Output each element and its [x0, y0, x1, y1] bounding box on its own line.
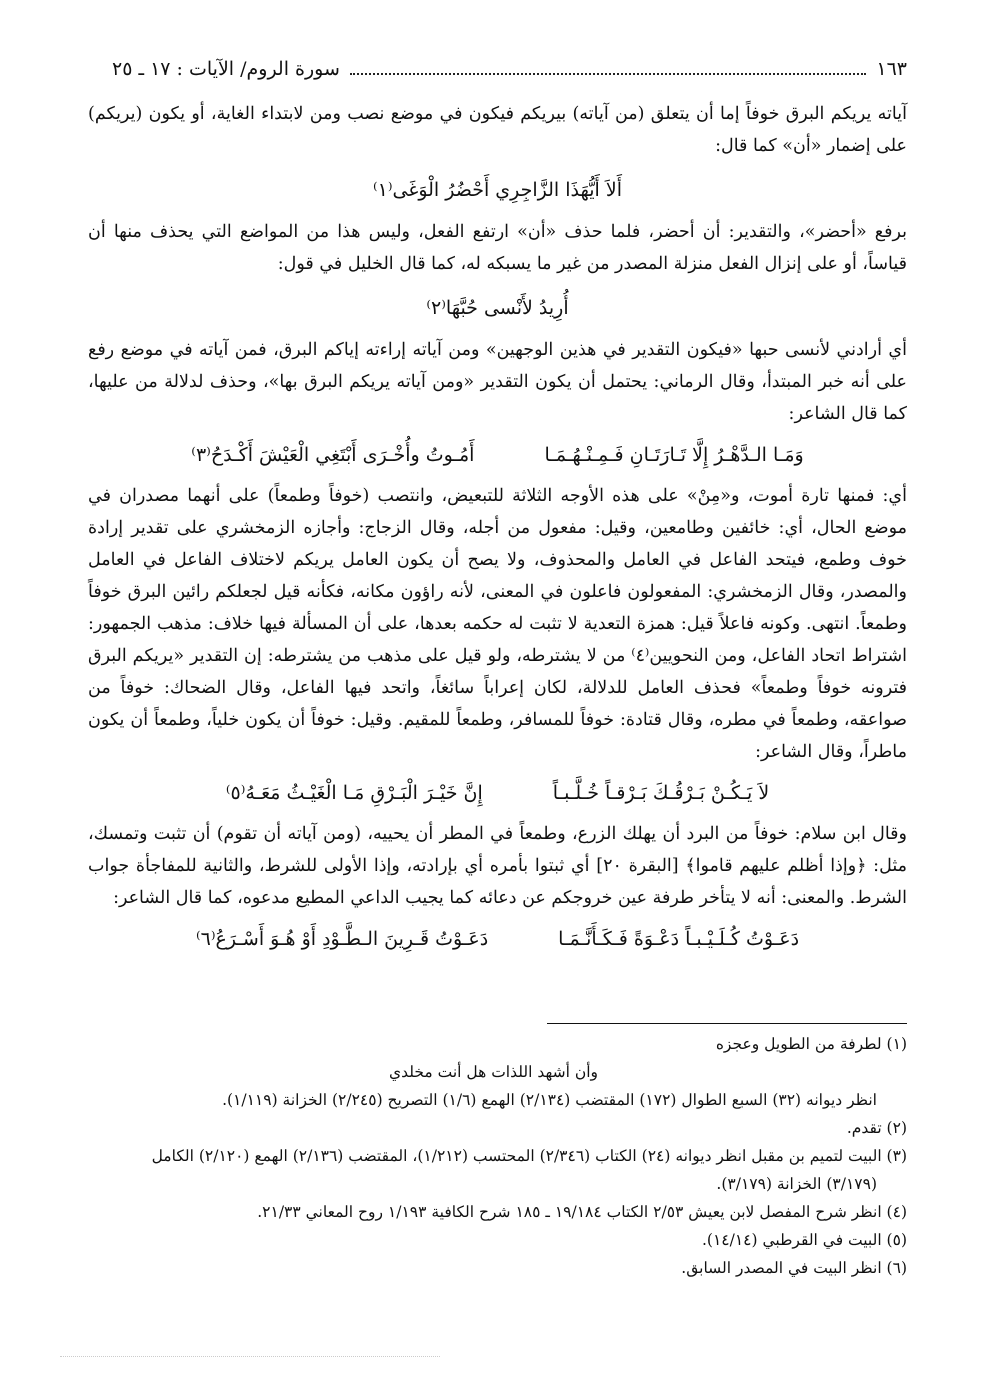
- surah-title: سورة الروم/ الآيات : ١٧ ـ ٢٥: [112, 58, 340, 80]
- verse-4: [88, 774, 907, 812]
- footnote-1-references: انظر ديوانه (٣٢) السبع الطوال (١٧٢) المقتضب (٢/١٣٤) الهمع (١/٦) التصريح (٢/٢٤٥) الخزانة (١/١١٩).: [222, 1091, 877, 1109]
- footnote-separator: [547, 1023, 907, 1024]
- verse-4-second-hemistich: إِنَّ خَيْـرَ الْبَـرْقِ مَـا الْغَيْـثُ مَعَـهُ⁽٥⁾: [225, 782, 483, 804]
- verse-5-second-hemistich: دَعَـوْتُ قَـرِينَ الـطَّـوْدِ أَوْ هُـوَ أَسْـرَعُ⁽٦⁾: [195, 928, 489, 950]
- page-number: ١٦٣: [876, 58, 907, 80]
- verse-3: [88, 436, 907, 474]
- verse-3-second-hemistich: أَمُـوتُ وأُخْـرَى أَبْتَغِي الْعَيْشَ أَكْـدَحُ⁽٣⁾: [191, 444, 475, 466]
- verse-3-first-hemistich: وَمَـا الـدَّهْـرُ إِلَّا تَـارَتَـانِ فَـمِـنْـهُـمَـا: [544, 444, 804, 466]
- paragraph-5: وقال ابن سلام: خوفاً من البرد أن يهلك الزرع، وطمعاً في المطر أن يحييه، (ومن آياته أن تقوم) أن تثبت وتمسك، مثل: ﴿وإذا أظلم عليهم قاموا﴾ [البقرة ٢٠] أي ثبتوا بأمره أي بإرادته، وإذا الأولى للشرط، والثانية للمفاجأة جواب الشرط. والمعنى: أنه لا يتأخر طرفة عين خروجكم عن دعائه كما يجيب الداعي المطيع مدعوه، كما قال الشاعر:: [88, 824, 907, 908]
- paragraph-3: أي أرادني لأنسى حبها «فيكون التقدير في هذين الوجهين» ومن آياته إراءته إياكم البرق، فمن آياته في موضع رفع على أنه خبر المبتدأ، وقال الرماني: يحتمل أن يكون التقدير «ومن آياته يريكم البرق بها»، وحذف لدلالة من عليها، كما قال الشاعر:: [88, 340, 907, 424]
- footnote-4: (٤) انظر شرح المفصل لابن يعيش ٢/٥٣ الكتاب ١٩/١٨٤ ـ ١٨٥ شرح الكافية ١/١٩٣ روح المعاني ٢١/٣٣.: [257, 1203, 907, 1221]
- scan-artifact: [60, 1336, 440, 1357]
- footnote-2: (٢) تقدم.: [846, 1119, 907, 1137]
- paragraph-1: آياته يريكم البرق خوفاً إما أن يتعلق (من آياته) بيريكم فيكون في موضع نصب ومن لابتداء الغاية، أو يكون (يريكم) على إضمار «أن» كما قال:: [88, 104, 907, 156]
- verse-5: [88, 920, 907, 958]
- footnote-6: (٦) انظر البيت في المصدر السابق.: [681, 1259, 907, 1277]
- footnote-5: (٥) البيت في القرطبي (١٤/١٤).: [702, 1231, 907, 1249]
- header-dotted-leader: [350, 73, 866, 75]
- paragraph-2: برفع «أحضر»، والتقدير: أن أحضر، فلما حذف «أن» ارتفع الفعل، وليس هذا من المواضع التي يحذف منها أن قياساً، أو على إنزال الفعل منزلة المصدر من غير ما يسبكه له، كما قال الخليل في قول:: [88, 222, 907, 274]
- footnote-1-verse: وأن أشهد اللذات هل أنت مخلدي: [388, 1063, 599, 1081]
- footnotes: [80, 1030, 907, 1282]
- verse-2: أُرِيدُ لأَنْسى حُبَّهَا⁽٢⁾: [426, 297, 569, 319]
- paragraph-4: أي: فمنها تارة أموت، و«مِنْ» على هذه الأوجه الثلاثة للتبعيض، وانتصب (خوفاً وطمعاً) على أنهما مصدران في موضع الحال، أي: خائفين وطامعين، وقيل: مفعول من أجله، وقال الزجاج: وأجازه الزمخشري على تقدير إرادة خوف وطمع، فيتحد الفاعل في العامل والمحذوف، ولا يصح أن يكون العامل يريكم لاختلاف الفاعل في العامل والمصدر، وقال الزمخشري: المفعولون فاعلون في المعنى، لأنه راؤون مكانه، فكأنه قيل لجعلكم رائين البرق خوفاً وطمعاً. انتهى. وكونه فاعلاً قيل: همزة التعدية لا تثبت له حكمه بعدها، على أن المسألة فيها خلاف: مذهب الجمهور: اشتراط اتحاد الفاعل، ومن النحويين⁽٤⁾ من لا يشترطه، ولو قيل على مذهب من يشترطه: إن التقدير «يريكم البرق فترونه خوفاً وطمعاً» فحذف العامل للدلالة، لكان إعراباً سائغاً، واتحد فيها الفاعل، وقال الضحاك: خوفاً من صواعقه، وطمعاً في مطره، وقال قتادة: خوفاً للمسافر، وطمعاً للمقيم. وقيل: خوفاً أن يكون خلياً، وطمعاً أن يكون ماطراً، وقال الشاعر:: [88, 486, 907, 762]
- verse-4-first-hemistich: لاَ يَـكُـنْ بَـرْقُـكَ بَـرْقـاً خُـلَّـبـاً: [552, 782, 770, 804]
- verse-1: أَلاَ أَيُّهَذَا الزَّاجِرِي أَحْضُرُ الْوَغَى⁽١⁾: [373, 179, 622, 201]
- footnote-1: (١) لطرفة من الطويل وعجزه: [715, 1035, 907, 1053]
- page-header: [112, 58, 907, 86]
- main-text: [88, 98, 907, 964]
- footnote-3-continued: (٣/١٧٩) الخزانة (٣/١٧٩).: [716, 1175, 877, 1193]
- verse-5-first-hemistich: دَعَـوْتُ كُـلَـيْـبـاً دَعْـوَةً فَـكَـأَنَّـمَـا: [558, 928, 800, 950]
- footnote-3: (٣) البيت لتميم بن مقبل انظر ديوانه (٢٤) الكتاب (٢/٣٤٦) المحتسب (١/٢١٢)، المقتضب (٢/١٣٦) الهمع (٢/١٢٠) الكامل: [151, 1147, 907, 1165]
